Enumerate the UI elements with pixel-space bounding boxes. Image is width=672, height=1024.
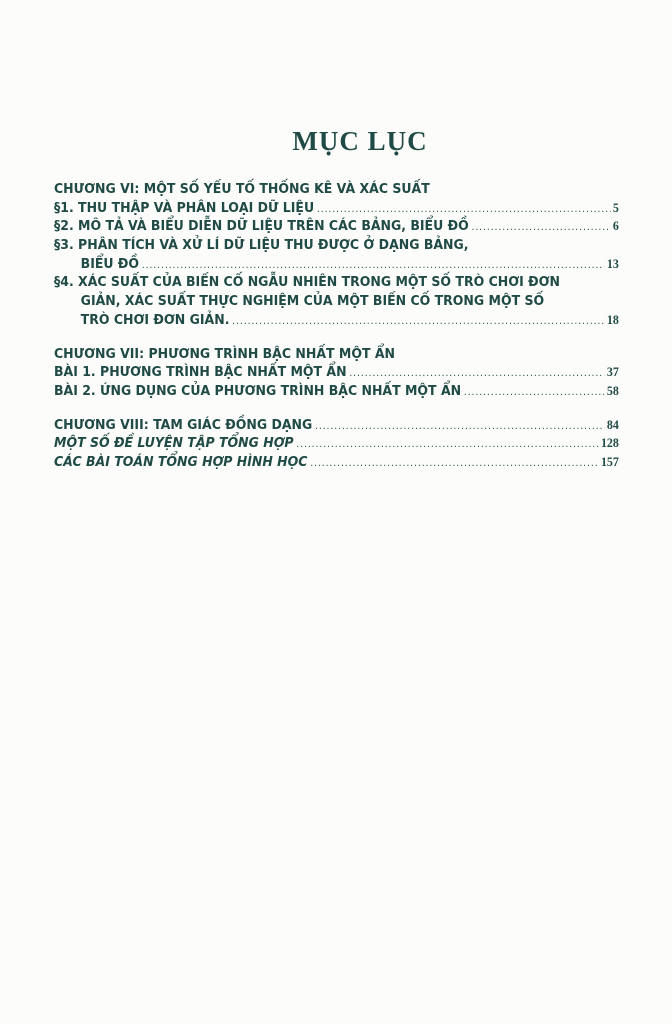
page-number: 18	[606, 311, 619, 327]
toc-entry-lesson-2[interactable]: BÀI 2. ỨNG DỤNG CỦA PHƯƠNG TRÌNH BẬC NHẤT MỘT ẨN ..... 58	[54, 382, 619, 401]
page-number: 6	[612, 218, 619, 234]
page-number: 157	[600, 453, 619, 469]
dot-leader	[232, 313, 604, 332]
toc-entry-practice-tests[interactable]: MỘT SỐ ĐỀ LUYỆN TẬP TỔNG HỢP ..... 128	[54, 434, 619, 453]
page-number: 13	[606, 255, 619, 271]
toc-chapter-7-heading: CHƯƠNG VII: PHƯƠNG TRÌNH BẬC NHẤT MỘT ẨN	[54, 345, 395, 362]
page-number: 37	[606, 364, 619, 380]
page-number: 58	[606, 382, 619, 398]
toc-entry-section-3-continued[interactable]: BIỂU ĐỒ ..... 13	[54, 255, 619, 274]
toc-entry-section-4-continued[interactable]: GIẢN, XÁC SUẤT THỰC NGHIỆM CỦA MỘT BIẾN CỐ TRONG MỘT SỐ	[80, 293, 545, 310]
toc-entry-section-2[interactable]: §2. MÔ TẢ VÀ BIỂU DIỄN DỮ LIỆU TRÊN CÁC BẢNG, BIỂU ĐỒ ..... 6	[54, 217, 619, 236]
page-number: 5	[612, 199, 619, 215]
section-spacer	[54, 330, 619, 345]
dot-leader	[464, 384, 604, 403]
dot-leader	[296, 436, 598, 455]
dot-leader	[310, 455, 598, 474]
toc-chapter-6-heading: CHƯƠNG VI: MỘT SỐ YẾU TỐ THỐNG KÊ VÀ XÁC SUẤT	[54, 181, 430, 197]
toc-chapter-8[interactable]: CHƯƠNG VIII: TAM GIÁC ĐỒNG DẠNG ..... 84	[54, 416, 619, 435]
toc-entry-section-1[interactable]: §1. THU THẬP VÀ PHÂN LOẠI DỮ LIỆU ..... 5	[54, 199, 619, 218]
section-spacer	[54, 401, 619, 416]
toc-entry-geometry-problems[interactable]: CÁC BÀI TOÁN TỔNG HỢP HÌNH HỌC ..... 157	[54, 453, 619, 472]
toc-entry-lesson-1[interactable]: BÀI 1. PHƯƠNG TRÌNH BẬC NHẤT MỘT ẨN ..... 37	[54, 363, 619, 382]
dot-leader	[471, 219, 610, 238]
dot-leader	[315, 418, 604, 437]
toc-entry-section-4-continued[interactable]: TRÒ CHƠI ĐƠN GIẢN. ..... 18	[54, 311, 619, 330]
table-of-contents	[54, 180, 619, 472]
page-title: MỤC LỤC	[292, 126, 428, 156]
toc-entry-section-3[interactable]: §3. PHÂN TÍCH VÀ XỬ LÍ DỮ LIỆU THU ĐƯỢC Ở DẠNG BẢNG,	[54, 237, 469, 254]
page-number: 84	[606, 416, 619, 432]
toc-entry-section-4[interactable]: §4. XÁC SUẤT CỦA BIẾN CỐ NGẪU NHIÊN TRONG MỘT SỐ TRÒ CHƠI ĐƠN	[54, 274, 561, 291]
page-number: 128	[600, 435, 619, 451]
